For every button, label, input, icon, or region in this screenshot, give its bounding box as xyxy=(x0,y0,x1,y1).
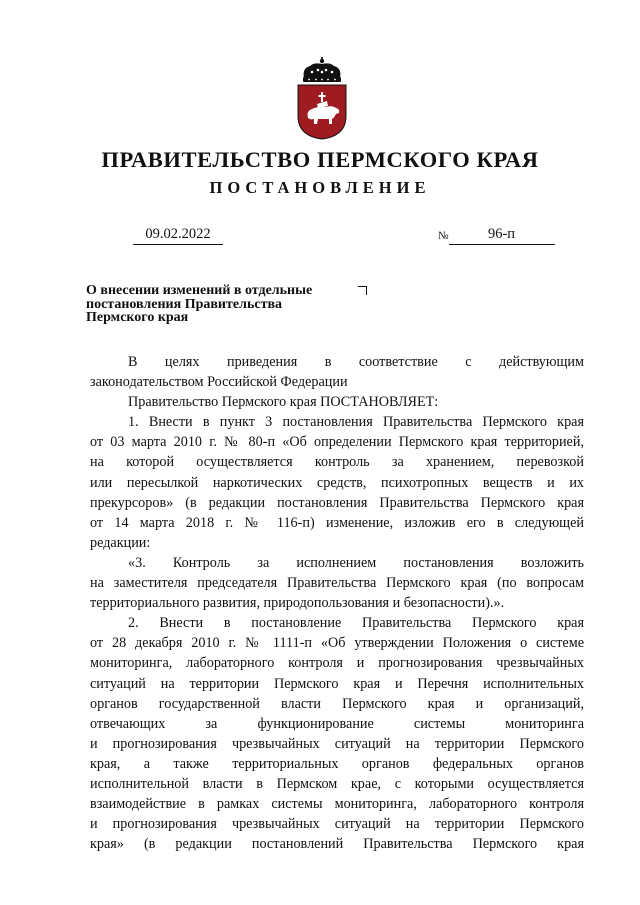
body-line: органов государственной власти Пермского края и организаций, xyxy=(90,695,584,712)
body-line: и прогнозирования чрезвычайных ситуаций на территории Пермского xyxy=(90,735,584,752)
body-line: исполнительной власти в Пермском крае, с которыми осуществляется xyxy=(90,775,584,792)
body-line: от 14 марта 2018 г. № 116-п) изменение, изложив его в следующей xyxy=(90,514,584,531)
body-line: взаимодействие в рамках системы мониторинга, лабораторного контроля xyxy=(90,796,584,813)
body-line: от 03 марта 2010 г. № 80-п «Об определении Пермского края территорией, xyxy=(90,434,584,451)
body-line: края, а также территориальных органов федеральных органов xyxy=(90,755,584,772)
government-title: ПРАВИТЕЛЬСТВО ПЕРМСКОГО КРАЯ xyxy=(101,147,539,172)
body-line: на которой осуществляется контроль за хранением, перевозкой xyxy=(90,454,584,471)
body-line: В целях приведения в соответствие с действующим xyxy=(128,354,584,370)
body-line: «3. Контроль за исполнением постановления возложить xyxy=(128,554,584,571)
body-line: от 28 декабря 2010 г. № 1111-п «Об утверждении Положения о системе xyxy=(90,635,584,652)
body-line: Правительство Пермского края ПОСТАНОВЛЯЕТ: xyxy=(128,394,439,411)
body-line: законодательством Российской Федерации xyxy=(90,374,348,391)
document-number: 96-п xyxy=(449,226,555,245)
crown-icon xyxy=(303,57,341,82)
document-type: ПОСТАНОВЛЕНИЕ xyxy=(209,178,431,197)
document-body xyxy=(90,352,584,854)
body-line: ситуаций на территории Пермского края и Перечня исполнительных xyxy=(90,675,584,692)
number-sign: № xyxy=(438,230,449,242)
heading-line: Пермского края xyxy=(86,310,189,325)
document-date: 09.02.2022 xyxy=(133,226,223,245)
body-line: или пересылкой наркотических средств, психотропных веществ и их xyxy=(90,474,584,491)
document-heading xyxy=(86,284,356,325)
title-corner-mark xyxy=(358,286,367,295)
body-line: и прогнозирования чрезвычайных ситуаций на территории Пермского xyxy=(90,816,584,833)
body-line: мониторинга, лабораторного контроля и прогнозирования чрезвычайных xyxy=(90,655,584,672)
body-line: на заместителя председателя Правительства Пермского края (по вопросам xyxy=(90,575,584,592)
body-line: 1. Внести в пункт 3 постановления Правительства Пермского края xyxy=(128,414,584,431)
heading-line: постановления Правительства xyxy=(86,296,282,312)
body-line: 2. Внести в постановление Правительства Пермского края xyxy=(128,615,584,632)
body-line: территориального развития, природопользования и безопасности).». xyxy=(90,595,505,612)
body-line: прекурсоров» (в редакции постановления Правительства Пермского края xyxy=(90,494,584,511)
document-number-field xyxy=(438,226,555,245)
coat-of-arms-emblem xyxy=(292,56,352,140)
body-line: редакции: xyxy=(90,534,151,551)
body-line: отвечающих за функционирование системы мониторинга xyxy=(90,715,584,732)
heading-line: О внесении изменений в отдельные xyxy=(86,283,313,298)
body-line: края» (в редакции постановлений Правительства Пермского края xyxy=(90,836,584,853)
